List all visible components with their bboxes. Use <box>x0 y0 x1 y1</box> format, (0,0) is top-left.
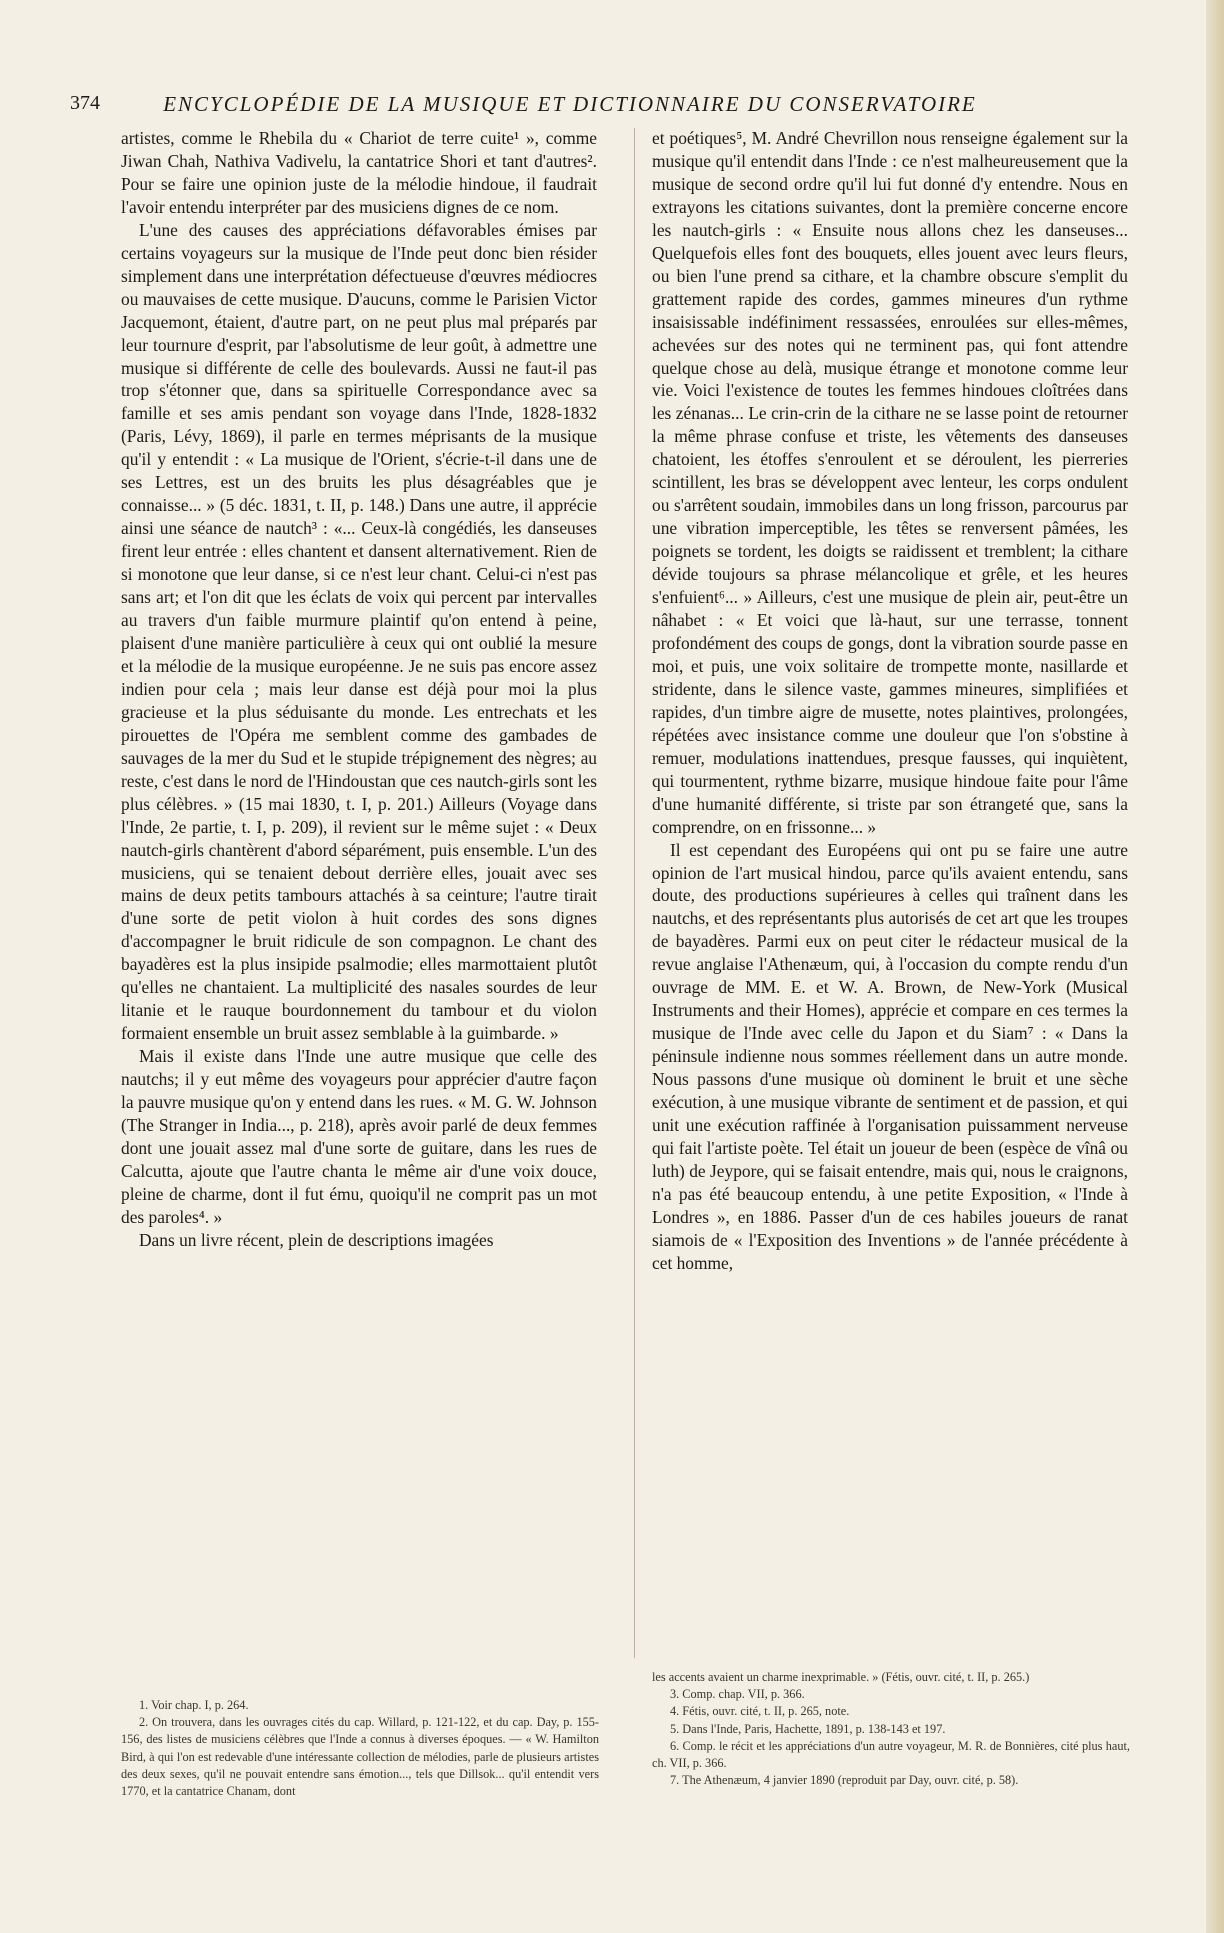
footnote: 1. Voir chap. I, p. 264. <box>139 1698 249 1712</box>
paragraph: artistes, comme le Rhebila du « Chariot de terre cuite¹ », comme Jiwan Chah, Nathiva Vadivelu, la cantatrice Shori et tant d'autres². Pour se faire une opinion juste de la mélodie hindoue, il faudrait l'avoir entendu interpréter par des musiciens dignes de ce nom. <box>121 128 597 217</box>
footnote: 7. The Athenæum, 4 janvier 1890 (reproduit par Day, ouvr. cité, p. 58). <box>670 1773 1019 1788</box>
footnote: 5. Dans l'Inde, Paris, Hachette, 1891, p. 138-143 et 197. <box>670 1721 946 1736</box>
page-header <box>70 92 1070 116</box>
paragraph: Mais il existe dans l'Inde une autre musique que celle des nautchs; il y eut même des voyageurs pour apprécier d'autre façon la pauvre musique qu'on y entend dans les rues. « M. G. W. Johnson (The Stranger in India..., p. 218), après avoir parlé de deux femmes dont une jouait assez mal d'une sorte de guitare, dans les rues de Calcutta, ajoute que l'autre chanta le même air d'une voix douce, pleine de charme, dont il fut ému, quoiqu'il ne comprit pas un mot des paroles⁴. » <box>121 1046 597 1227</box>
right-column <box>652 127 1128 1657</box>
paragraph: Dans un livre récent, plein de descriptions imagées <box>139 1229 494 1250</box>
running-title: ENCYCLOPÉDIE DE LA MUSIQUE ET DICTIONNAIRE DU CONSERVATOIRE <box>163 92 977 116</box>
footnotes-left <box>121 1697 599 1800</box>
footnote: 3. Comp. chap. VII, p. 366. <box>670 1687 805 1702</box>
left-column <box>121 127 597 1689</box>
footnote: 6. Comp. le récit et les appréciations d'un autre voyageur, M. R. de Bonnières, cité plus haut, ch. VII, p. 366. <box>652 1738 1130 1771</box>
footnote-continuation: les accents avaient un charme inexprimable. » (Fétis, ouvr. cité, t. II, p. 265.) <box>652 1670 1030 1684</box>
paragraph: L'une des causes des appréciations défavorables émises par certains voyageurs sur la musique de l'Inde peut donc bien résider simplement dans une interprétation défectueuse d'œuvres médiocres ou mauvaises de cette musique. D'aucuns, comme le Parisien Victor Jacquemont, étaient, d'autre part, on ne peut plus mal préparés par leur tournure d'esprit, par l'absolutisme de leur goût, à admettre une musique si différente de celle des boulevards. Aussi ne faut-il pas trop s'étonner que, dans sa spirituelle Correspondance avec sa famille et ses amis pendant son voyage dans l'Inde, 1828-1832 (Paris, Lévy, 1869), il parle en termes méprisants de la musique qu'il y entendit : « La musique de l'Orient, s'écrie-t-il dans une de ses Lettres, est un des bruits les plus désagréables que je connaisse... » (5 déc. 1831, t. II, p. 148.) Dans une autre, il apprécie ainsi une séance de nautch³ : «... Ceux-là congédiés, les danseuses firent leur entrée : elles chantent et dansent alternativement. Rien de si monotone que leur danse, si ce n'est leur chant. Celui-ci n'est pas sans art; et l'on dit que les éclats de voix qui percent par intervalles au travers d'un faible murmure plaintif qu'on entend à peine, plaisent d'une manière particulière à ceux qui ont oublié la mesure et la mélodie de la musique européenne. Je ne suis pas encore assez indien pour cela ; mais leur danse est déjà pour moi la plus gracieuse et la plus séduisante du monde. Les entrechats et les pirouettes de l'Opéra me semblent comme des gambades de sauvages de la mer du Sud et le stupide trépignement des nègres; au reste, c'est dans le nord de l'Hindoustan que ces nautch-girls sont les plus célèbres. » (15 mai 1830, t. I, p. 201.) Ailleurs (Voyage dans l'Inde, 2e partie, t. I, p. 209), il revient sur le même sujet : « Deux nautch-girls chantèrent d'abord séparément, puis ensemble. L'un des musiciens, qui se tenaient debout derrière elles, jouait avec ses mains de deux petits tambours attachés à sa ceinture; l'autre tirait d'une sorte de petit violon à huit cordes des sons dignes d'accompagner le bruit ridicule de son compagnon. Le chant des bayadères est la plus insipide psalmodie; elles marmottaient plutôt qu'elles ne chantaient. La multiplicité des nasales sourdes de leur litanie et le rauque bourdonnement du tambour et du violon formaient ensemble un bruit assez semblable à la guimbarde. » <box>121 219 597 1044</box>
paragraph: et poétiques⁵, M. André Chevrillon nous renseigne également sur la musique qu'il entendit dans l'Inde : ce n'est malheureusement que la musique de second ordre qu'il lui fut donné d'y entendre. Nous en extrayons les citations suivantes, dont la première concerne encore les nautch-girls : « Ensuite nous allons chez les danseuses... Quelquefois elles font des bouquets, elles jouent avec leurs fleurs, ou bien l'une prend sa cithare, et la chambre obscure s'emplit du grattement rapide des cordes, gammes mineures d'un rythme insaisissable indéfiniment ressassées, enroulées sur elles-mêmes, achevées sur des notes qui ne terminent pas, qui font attendre quelque chose au delà, musique étrange et monotone comme leur vie. Voici l'existence de toutes les femmes hindoues cloîtrées dans les zénanas... Le crin-crin de la cithare ne se lasse point de retourner la même phrase confuse et triste, les vêtements des danseuses chatoient, les étoffes s'enroulent et se déroulent, les pierreries scintillent, les bras se développent avec lenteur, les corps ondulent ou s'arrêtent soudain, immobiles dans un long frisson, parcourus par une vibration imperceptible, les têtes se renversent pâmées, les poignets se tordent, les doigts se raidissent et tremblent; la cithare dévide toujours sa phrase mélancolique et grêle, et les heures s'enfuient⁶... » Ailleurs, c'est une musique de plein air, peut-être un nâhabet : « Et voici que là-haut, sur une terrasse, tonnent profondément des coups de gongs, dont la vibration sourde passe en moi, et puis, une voix solitaire de trompette monte, nasillarde et stridente, dans le silence vaste, gammes mineures, simplifiées et rapides, d'un timbre aigre de musette, notes plaintives, prolongées, répétées avec insistance comme une douleur que l'on s'obstine à remuer, modulations inattendues, presque fausses, qui inquiètent, qui tourmentent, rythme bizarre, musique hindoue faite pour l'âme d'une humanité différente, si triste par son étrangeté que, sans la comprendre, on en frissonne... » <box>652 128 1128 837</box>
page-number: 374 <box>70 92 100 114</box>
footnotes-right <box>652 1669 1130 1789</box>
footnote: 4. Fétis, ouvr. cité, t. II, p. 265, note. <box>670 1704 850 1719</box>
column-divider <box>634 128 635 1658</box>
page-edge-shading <box>1206 0 1224 1933</box>
paragraph: Il est cependant des Européens qui ont pu se faire une autre opinion de l'art musical hindou, parce qu'ils avaient entendu, sans doute, des productions supérieures à celles qui traînent dans les nautchs, et des représentants plus autorisés de cet art que les troupes de bayadères. Parmi eux on peut citer le rédacteur musical de la revue anglaise l'Athenæum, qui, à l'occasion du compte rendu d'un ouvrage de MM. E. et W. A. Brown, de New-York (Musical Instruments and their Homes), apprécie et compare en ces termes la musique de l'Inde avec celle du Japon et du Siam⁷ : « Dans la péninsule indienne nous sommes réellement dans un autre monde. Nous passons d'une musique où dominent le bruit et une sèche exécution, à une musique vibrante de sentiment et de passion, et qui unit une exécution raffinée à l'organisation puissamment nerveuse qui fait l'artiste poète. Tel était un joueur de been (espèce de vînâ ou luth) de Jeypore, qui se faisait entendre, mais qui, nous le craignons, n'a pas été beaucoup entendu, à une petite Exposition, « l'Inde à Londres », en 1886. Passer d'un de ces habiles joueurs de ranat siamois de « l'Exposition des Inventions » de l'année précédente à cet homme, <box>652 839 1128 1273</box>
footnote: 2. On trouvera, dans les ouvrages cités du cap. Willard, p. 121-122, et du cap. Day, p. 155-156, des listes de musiciens célèbres que l'Inde a connus à diverses époques. — « W. Hamilton Bird, à qui l'on est redevable d'une intéressante collection de mélodies, parle de plusieurs artistes des deux sexes, qu'il ne pouvait entendre sans émotion..., tels que Dillsok... qu'il entendit vers 1770, et la cantatrice Chanam, dont <box>121 1715 599 1799</box>
